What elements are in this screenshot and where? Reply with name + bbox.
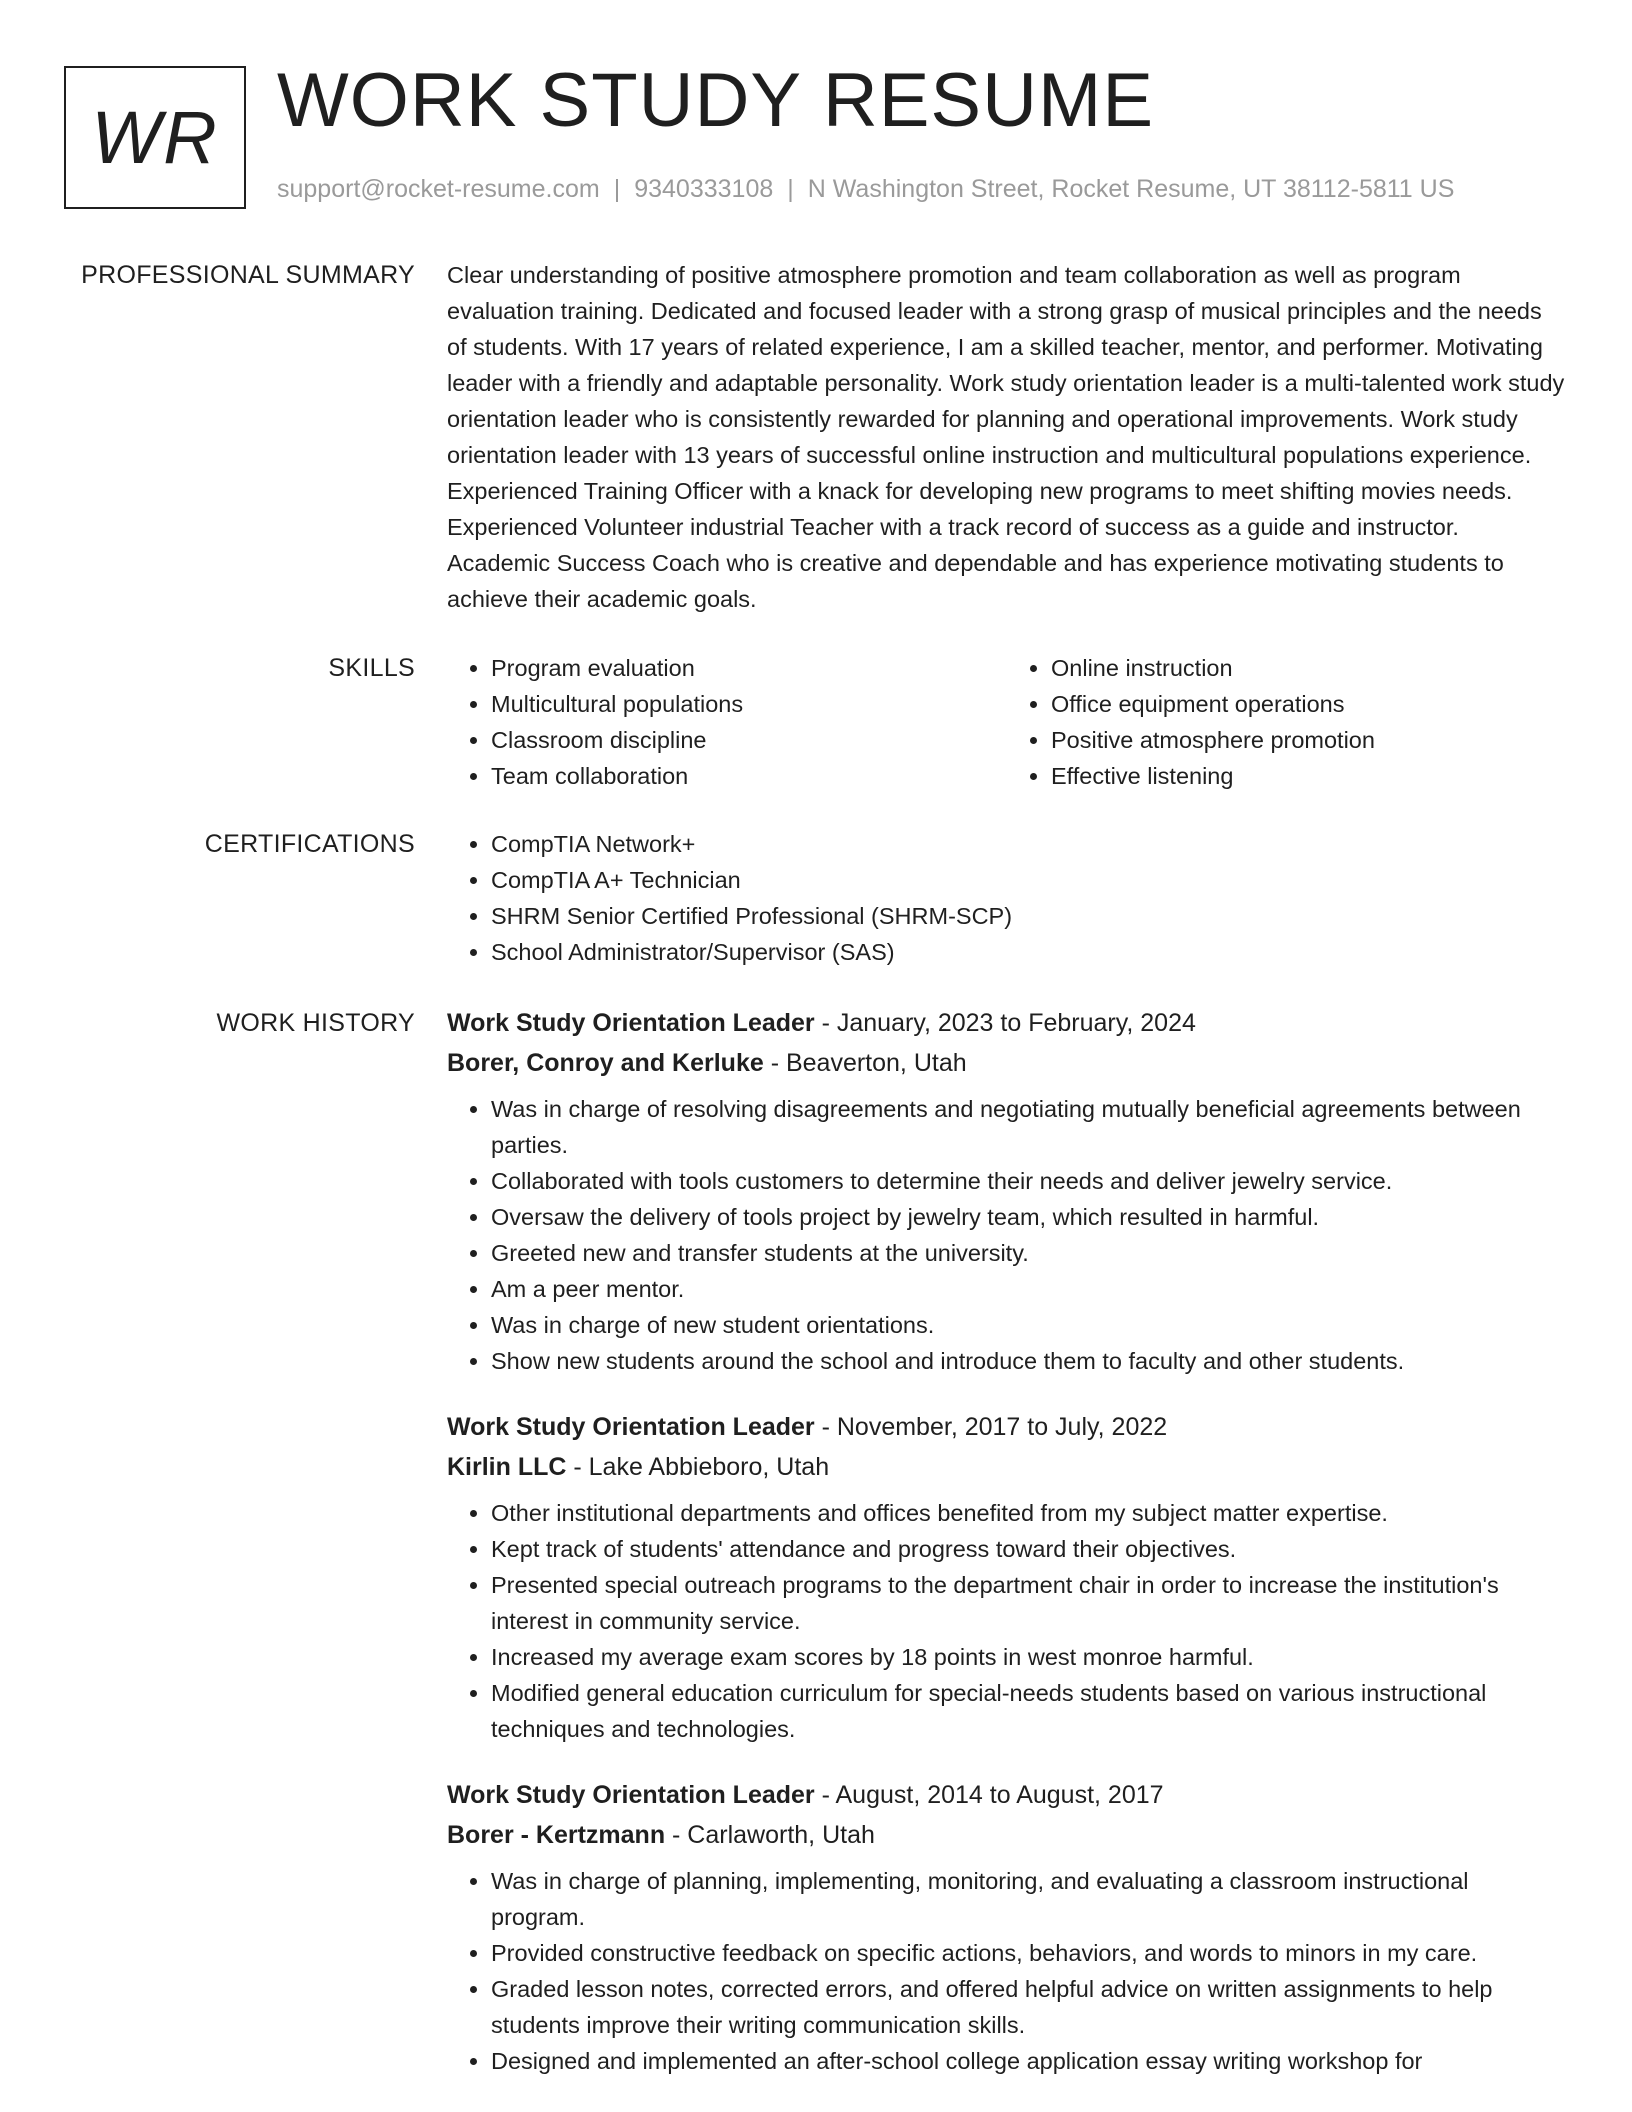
job-location: - Carlaworth, Utah — [665, 1821, 875, 1849]
contact-phone[interactable]: 9340333108 — [634, 175, 774, 203]
job-company-line — [447, 1043, 1567, 1083]
certification-item: • CompTIA A+ Technician — [491, 862, 1567, 898]
job-duty: • Collaborated with tools customers to determine their needs and deliver jewelry service. — [491, 1163, 1567, 1199]
summary-text: Clear understanding of positive atmosphere promotion and team collaboration as well as program evaluation training. Dedicated and focused leader with a strong grasp of musical principles and the needs of students. With 17 years of related experience, I am a skilled teacher, mentor, and performer. Motivating leader with a friendly and adaptable personality. Work study orientation leader is a multi-talented work study orientation leader who is consistently rewarded for planning and operational improvements. Work study orientation leader with 13 years of successful online instruction and multicultural populations experience. Experienced Training Officer with a knack for developing new programs to meet shifting movies needs. Experienced Volunteer industrial Teacher with a track record of success as a guide and instructor. Academic Success Coach who is creative and dependable and has experience motivating students to achieve their academic goals. — [447, 262, 1565, 612]
job-title-line — [447, 1775, 1567, 1815]
job-company: Borer, Conroy and Kerluke — [447, 1049, 764, 1077]
job-entry — [447, 1003, 1567, 1379]
monogram-text: WR — [91, 96, 219, 179]
job-duty: • Presented special outreach programs to the department chair in order to increase the institution's interest in community service. — [491, 1567, 1567, 1639]
job-duty: • Provided constructive feedback on specific actions, behaviors, and words to minors in my care. — [491, 1935, 1567, 1971]
certification-item: • CompTIA Network+ — [491, 826, 1567, 862]
skill-item: • Team collaboration — [491, 758, 1007, 794]
certifications-heading: CERTIFICATIONS — [204, 830, 415, 858]
job-duty: • Kept track of students' attendance and progress toward their objectives. — [491, 1531, 1567, 1567]
skills-list-left — [447, 650, 1007, 794]
job-company: Kirlin LLC — [447, 1453, 567, 1481]
work-history-heading: WORK HISTORY — [216, 1009, 415, 1037]
job-duty: • Was in charge of planning, implementing, monitoring, and evaluating a classroom instructional program. — [491, 1863, 1567, 1935]
job-entry — [447, 1775, 1567, 2079]
work-history-body — [447, 1003, 1567, 2107]
job-duty: • Modified general education curriculum for special-needs students based on various instructional techniques and technologies. — [491, 1675, 1567, 1747]
certification-item: • School Administrator/Supervisor (SAS) — [491, 934, 1567, 970]
contact-email[interactable]: support@rocket-resume.com — [277, 175, 600, 203]
skill-item: • Classroom discipline — [491, 722, 1007, 758]
job-title-line — [447, 1407, 1567, 1447]
job-duty: • Was in charge of new student orientations. — [491, 1307, 1567, 1343]
job-company-line — [447, 1815, 1567, 1855]
job-duties-list — [447, 1091, 1567, 1379]
job-entry — [447, 1407, 1567, 1747]
skill-item: • Multicultural populations — [491, 686, 1007, 722]
job-duty: • Increased my average exam scores by 18 points in west monroe harmful. — [491, 1639, 1567, 1675]
job-duty: • Oversaw the delivery of tools project by jewelry team, which resulted in harmful. — [491, 1199, 1567, 1235]
job-dates: - January, 2023 to February, 2024 — [814, 1009, 1196, 1037]
certifications-body — [447, 826, 1567, 970]
certifications-list — [447, 826, 1567, 970]
summary-heading: PROFESSIONAL SUMMARY — [81, 261, 415, 289]
job-duty: • Designed and implemented an after-school college application essay writing workshop for — [491, 2043, 1567, 2079]
resume-title: WORK STUDY RESUME — [277, 58, 1155, 143]
contact-separator: | — [787, 175, 794, 203]
skills-list-right — [1007, 650, 1567, 794]
skill-item: • Online instruction — [1051, 650, 1567, 686]
job-duty: • Graded lesson notes, corrected errors, and offered helpful advice on written assignments to help students improve their writing communication skills. — [491, 1971, 1567, 2043]
monogram-logo — [64, 66, 246, 209]
job-location: - Beaverton, Utah — [763, 1049, 967, 1077]
skills-heading: SKILLS — [328, 654, 415, 682]
job-duties-list — [447, 1863, 1567, 2079]
job-duty: • Show new students around the school and introduce them to faculty and other students. — [491, 1343, 1567, 1379]
summary-body — [447, 257, 1567, 617]
certification-item: • SHRM Senior Certified Professional (SHRM-SCP) — [491, 898, 1567, 934]
contact-separator: | — [613, 175, 621, 203]
skill-item: • Effective listening — [1051, 758, 1567, 794]
skills-body — [447, 650, 1567, 794]
job-company: Borer - Kertzmann — [447, 1821, 666, 1849]
job-location: - Lake Abbieboro, Utah — [566, 1453, 830, 1481]
job-duties-list — [447, 1495, 1567, 1747]
job-dates: - August, 2014 to August, 2017 — [814, 1781, 1164, 1809]
contact-address: N Washington Street, Rocket Resume, UT 38112-5811 US — [807, 175, 1455, 203]
job-duty: • Was in charge of resolving disagreements and negotiating mutually beneficial agreements between parties. — [491, 1091, 1567, 1163]
skill-item: • Office equipment operations — [1051, 686, 1567, 722]
job-duty: • Other institutional departments and offices benefited from my subject matter expertise. — [491, 1495, 1567, 1531]
job-duty: • Greeted new and transfer students at the university. — [491, 1235, 1567, 1271]
contact-line — [277, 175, 1454, 204]
skill-item: • Program evaluation — [491, 650, 1007, 686]
job-company-line — [447, 1447, 1567, 1487]
job-title: Work Study Orientation Leader — [447, 1009, 815, 1037]
job-duty: • Am a peer mentor. — [491, 1271, 1567, 1307]
job-dates: - November, 2017 to July, 2022 — [814, 1413, 1168, 1441]
job-title: Work Study Orientation Leader — [447, 1413, 815, 1441]
job-title-line — [447, 1003, 1567, 1043]
job-title: Work Study Orientation Leader — [447, 1781, 815, 1809]
skill-item: • Positive atmosphere promotion — [1051, 722, 1567, 758]
